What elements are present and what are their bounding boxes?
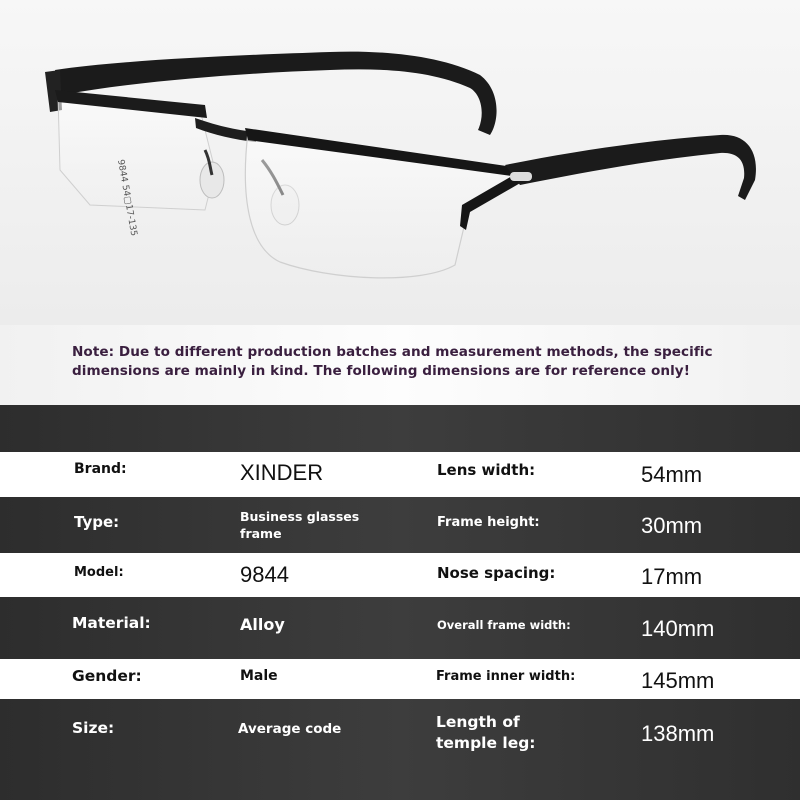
gender-value: Male [240, 668, 278, 684]
note-area [0, 325, 800, 405]
nose-spacing-label: Nose spacing: [437, 564, 556, 582]
near-temple-arm [505, 135, 756, 200]
frame-inner-width-label: Frame inner width: [436, 669, 576, 684]
spec-row-size [0, 699, 800, 800]
material-label: Material: [72, 614, 151, 632]
note-line-1: Note: Due to different production batches and measurement methods, the specific [72, 344, 713, 360]
spec-table [0, 405, 800, 800]
overall-frame-width-value: 140mm [641, 616, 715, 641]
brand-label: Brand: [74, 461, 127, 477]
frame-height-label: Frame height: [437, 515, 540, 530]
frame-inner-width-value: 145mm [641, 668, 715, 693]
temple-print: 9844 54▢17-135 [115, 158, 139, 237]
eyeglasses-illustration [0, 0, 800, 325]
lens-width-label: Lens width: [437, 461, 536, 479]
type-value-line-1: Business glasses [240, 509, 360, 524]
spec-row-material [0, 597, 800, 659]
spec-row-brand [0, 452, 800, 497]
brand-value: XINDER [240, 460, 324, 485]
nose-pad-left [200, 162, 224, 198]
spec-row-gender [0, 659, 800, 699]
temple-length-label-line-2: temple leg: [436, 734, 536, 752]
gender-label: Gender: [72, 667, 142, 685]
lens-width-value: 54mm [641, 462, 703, 487]
nose-spacing-value: 17mm [641, 564, 703, 589]
product-photo [0, 0, 800, 325]
size-value: Average code [238, 721, 342, 737]
overall-frame-width-label: Overall frame width: [437, 618, 571, 632]
near-hinge [510, 172, 532, 181]
spec-row-model [0, 553, 800, 597]
spec-header-band [0, 405, 800, 452]
temple-length-label [436, 712, 536, 754]
temple-length-label-line-1: Length of [436, 713, 520, 731]
note-line-2: dimensions are mainly in kind. The following dimensions are for reference only! [72, 363, 690, 379]
dimension-note [72, 343, 772, 381]
size-label: Size: [72, 719, 115, 737]
material-value: Alloy [240, 615, 285, 634]
temple-length-value: 138mm [641, 721, 715, 746]
type-label: Type: [74, 513, 120, 531]
type-value-line-2: frame [240, 526, 282, 541]
frame-height-value: 30mm [641, 513, 703, 538]
model-label: Model: [74, 565, 124, 580]
type-value [240, 508, 359, 542]
spec-row-type [0, 497, 800, 553]
model-value: 9844 [240, 562, 289, 587]
